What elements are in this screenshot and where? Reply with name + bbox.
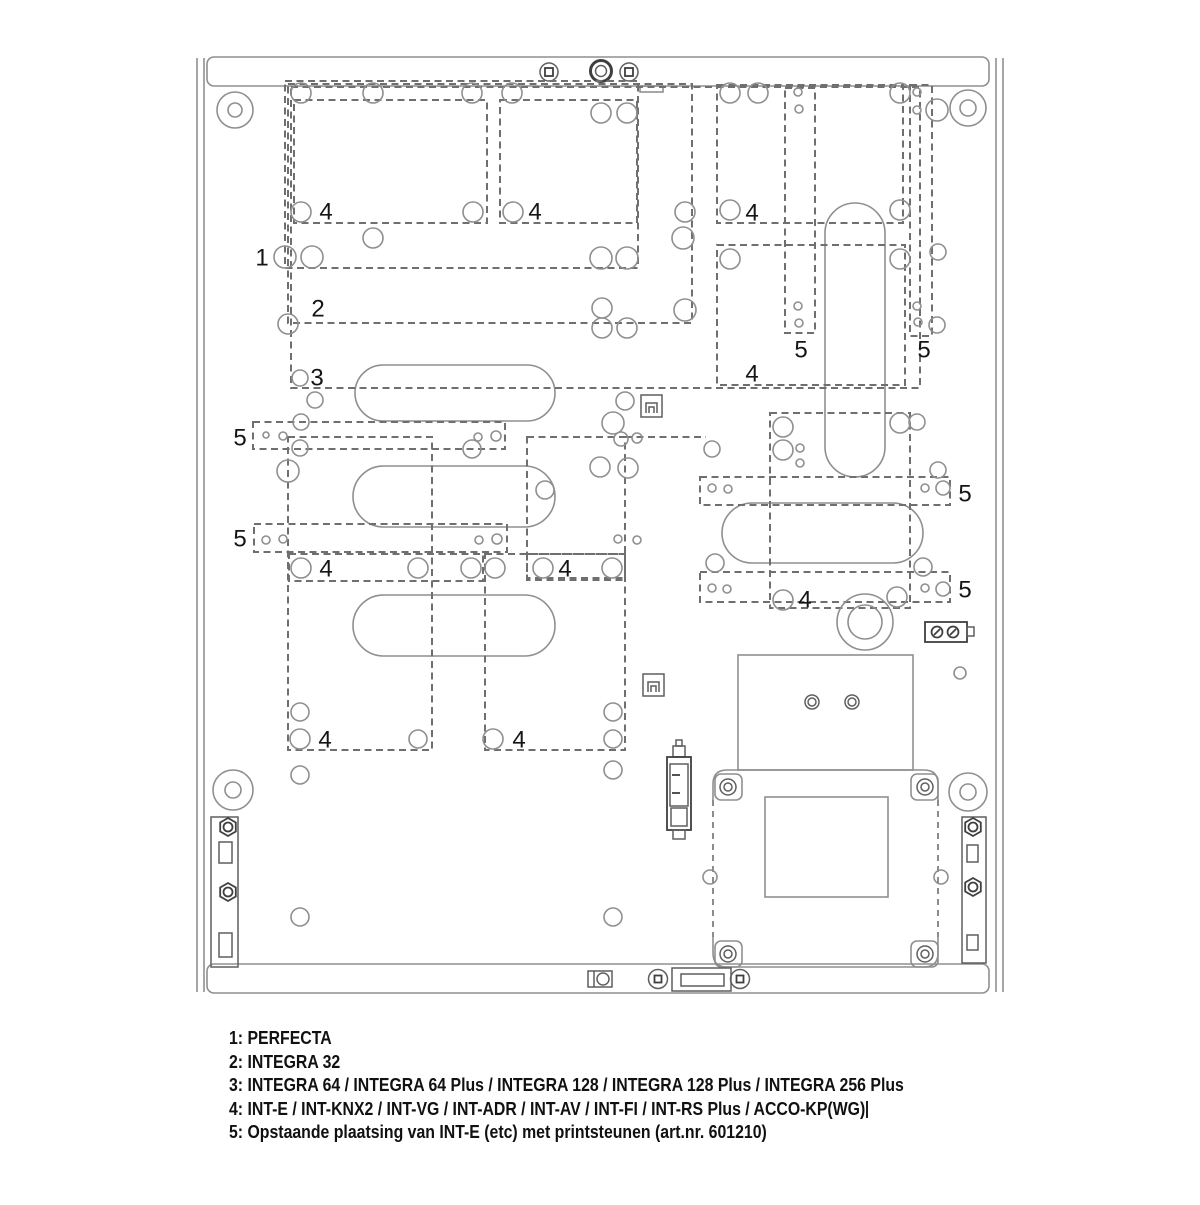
grommet-inner [960,784,976,800]
standoff-hole [887,587,907,607]
standoff-hole [536,481,554,499]
standoff-hole [363,228,383,248]
standoff-hole [795,319,803,327]
hex-nut-hole [224,888,233,897]
bottom-screw-square [737,976,744,983]
grommet-outer [837,594,893,650]
bottom-screw [649,970,668,989]
rail-window [219,842,232,863]
tamper-inner [670,764,688,806]
position-label: 4 [318,726,332,754]
standoff-hole [291,908,309,926]
rail-window [219,933,232,957]
transformer-frame-top [713,770,938,800]
standoff-hole [674,299,696,321]
standoff-hole [914,558,932,576]
wall-screw-ring-center [596,66,607,77]
wall-screw-ring [591,61,612,82]
hex-nut [220,818,236,836]
legend-line-3: 3: INTEGRA 64 / INTEGRA 64 Plus / INTEGRA 128 / INTEGRA 128 Plus / INTEGRA 256 Plus [229,1075,904,1096]
position-label: 5 [958,576,972,604]
standoff-hole [491,431,501,441]
position-label: 5 [233,525,247,553]
grommet-outer [217,92,253,128]
hex-nut [965,878,981,896]
tamper-bottom-tab [673,830,685,839]
pad-screw-outer [720,779,736,795]
standoff-hole [604,730,622,748]
standoff-hole [485,558,505,578]
dashed-board-outline [485,554,625,750]
standoff-hole [890,249,910,269]
dashed-board-outline [288,84,692,323]
transformer-body [738,655,913,770]
standoff-hole [604,908,622,926]
dashed-board-outline [288,437,432,750]
standoff-hole [720,200,740,220]
standoff-hole [890,413,910,433]
dashed-board-outline [254,524,507,552]
dashed-board-outline [285,81,638,268]
standoff-hole [704,441,720,457]
standoff-hole [591,103,611,123]
dashed-board-outline [253,422,505,449]
text-cursor [866,1101,868,1118]
standoff-hole [474,433,482,441]
tamper-nub [676,740,682,746]
dashed-board-outline [700,477,950,505]
bottom-connector-inner [681,974,724,986]
legend-line-4: 4: INT-E / INT-KNX2 / INT-VG / INT-ADR / INT-AV / INT-FI / INT-RS Plus / ACCO-KP(WG) [229,1098,904,1122]
wire-clip-notch [648,682,659,692]
standoff-hole [463,202,483,222]
hex-nut-hole [969,883,978,892]
dashed-board-outline [527,437,625,578]
wall-screw [620,63,638,81]
side-rails [211,817,986,967]
standoff-hole [602,558,622,578]
standoff-hole [929,317,945,333]
wire-clip-notch [646,403,657,413]
grommet-outer [950,90,986,126]
position-label: 4 [319,555,333,583]
standoff-hole [616,392,634,410]
standoff-hole [795,105,803,113]
grommet-inner [228,103,242,117]
standoff-hole [706,554,724,572]
bottom-rail [207,964,989,993]
transformer-bolt-outer [845,695,859,709]
bottom-hardware [588,968,750,991]
standoff-hole [307,392,323,408]
pad-screw-inner [724,783,732,791]
standoff-hole [590,457,610,477]
standoff-hole [796,459,804,467]
standoff-hole [794,302,802,310]
terminal-block [925,622,974,642]
position-label: 4 [745,360,759,388]
hex-nut-hole [224,823,233,832]
cable-slot [722,503,923,563]
standoff-hole [720,249,740,269]
hex-nut [220,883,236,901]
standoff-hole [616,247,638,269]
standoff-hole [796,444,804,452]
position-label: 2 [311,295,325,323]
position-label: 4 [558,555,572,583]
standoff-hole [794,88,802,96]
pad-screw-inner [724,950,732,958]
standoff-holes [262,83,966,926]
terminal-tab [967,627,974,636]
standoff-hole [724,485,732,493]
legend-line-5: 5: Opstaande plaatsing van INT-E (etc) met printsteunen (art.nr. 601210) [229,1122,767,1143]
transformer-bolt-inner [808,698,816,706]
standoff-hole [708,584,716,592]
frame-side-bump [703,870,717,884]
tamper-top-tab [673,746,685,757]
wire-clip [641,395,662,417]
cable-slot [353,595,555,656]
transformer-frame-bottom [713,937,938,967]
position-label: 1 [255,244,269,272]
standoff-hole [909,414,925,430]
standoff-hole [773,417,793,437]
standoff-hole [290,729,310,749]
standoff-hole [263,432,269,438]
standoff-hole [672,227,694,249]
rail-window [967,935,978,950]
standoff-hole [475,536,483,544]
position-label: 5 [958,480,972,508]
hex-nut-hole [969,823,978,832]
transformer [703,655,948,967]
standoff-hole [291,766,309,784]
wall-screw-square [545,68,553,76]
transformer-corner-pad [715,941,742,967]
standoff-hole [921,484,929,492]
board-outlines [253,81,950,750]
position-label: 4 [745,199,759,227]
standoff-hole [590,247,612,269]
position-label: 5 [794,336,808,364]
position-label: 4 [798,586,812,614]
standoff-hole [279,432,287,440]
wall-mount-screws [540,61,638,82]
grommet-inner [225,782,241,798]
standoff-hole [533,558,553,578]
standoff-hole [617,103,637,123]
dashed-board-outline [770,413,910,608]
pad-screw-inner [921,950,929,958]
tamper-lower [671,808,687,826]
position-label: 4 [319,198,333,226]
tamper-switch [667,740,691,839]
cable-slot [353,466,555,527]
position-label: 5 [917,336,931,364]
transformer-corner-pad [911,774,938,800]
rail-window [967,845,978,862]
standoff-hole [618,458,638,478]
standoff-hole [617,318,637,338]
standoff-hole [592,298,612,318]
standoff-hole [279,535,287,543]
wire-clips [641,395,664,696]
standoff-hole [614,535,622,543]
standoff-hole [292,370,308,386]
standoff-hole [291,703,309,721]
standoff-hole [409,730,427,748]
standoff-hole [262,536,270,544]
side-rail [211,817,238,967]
dashed-board-outline [289,554,483,581]
position-label: 5 [233,424,247,452]
transformer-bolt-outer [805,695,819,709]
standoff-hole [291,558,311,578]
bottom-bracket-hole [597,973,609,985]
hex-nut [965,818,981,836]
standoff-hole [954,667,966,679]
legend-line-1: 1: PERFECTA [229,1028,332,1048]
standoff-hole [708,484,716,492]
wall-screw [540,63,558,81]
pad-screw-inner [921,783,929,791]
bottom-screw [731,970,750,989]
dashed-board-outline [700,572,950,602]
grommet-outer [949,773,987,811]
wall-screw-square [625,68,633,76]
frame-side-bump [934,870,948,884]
standoff-hole [936,481,950,495]
pad-screw-outer [917,779,933,795]
standoff-hole [301,246,323,268]
position-label: 3 [310,364,324,392]
legend-line-2: 2: INTEGRA 32 [229,1051,341,1072]
standoff-hole [604,761,622,779]
standoff-hole [614,432,628,446]
standoff-hole [604,703,622,721]
grommet-inner [960,100,976,116]
terminal-screw-slot [934,629,940,635]
position-label: 4 [512,726,526,754]
standoff-hole [723,585,731,593]
terminal-screw-slot [950,629,956,635]
grommet-inner [848,605,882,639]
standoff-hole [926,99,948,121]
standoff-hole [890,200,910,220]
wire-clip [643,674,664,696]
standoff-hole [913,106,921,114]
standoff-hole [461,558,481,578]
standoff-hole [633,536,641,544]
standoff-hole [408,558,428,578]
dashed-board-outline [785,88,815,333]
pad-screw-outer [917,946,933,962]
standoff-hole [492,534,502,544]
bottom-screw-square [655,976,662,983]
standoff-hole [503,202,523,222]
standoff-hole [930,462,946,478]
standoff-hole [913,302,921,310]
standoff-hole [773,440,793,460]
standoff-hole [921,584,929,592]
standoff-hole [592,318,612,338]
transformer-bolt-inner [848,698,856,706]
cable-slot [355,365,555,421]
standoff-hole [602,412,624,434]
transformer-window [765,797,888,897]
position-label: 4 [528,198,542,226]
pad-screw-outer [720,946,736,962]
legend [229,1027,904,1145]
transformer-corner-pad [715,774,742,800]
standoff-hole [936,582,950,596]
grommet-outer [213,770,253,810]
cable-slots [353,203,923,656]
